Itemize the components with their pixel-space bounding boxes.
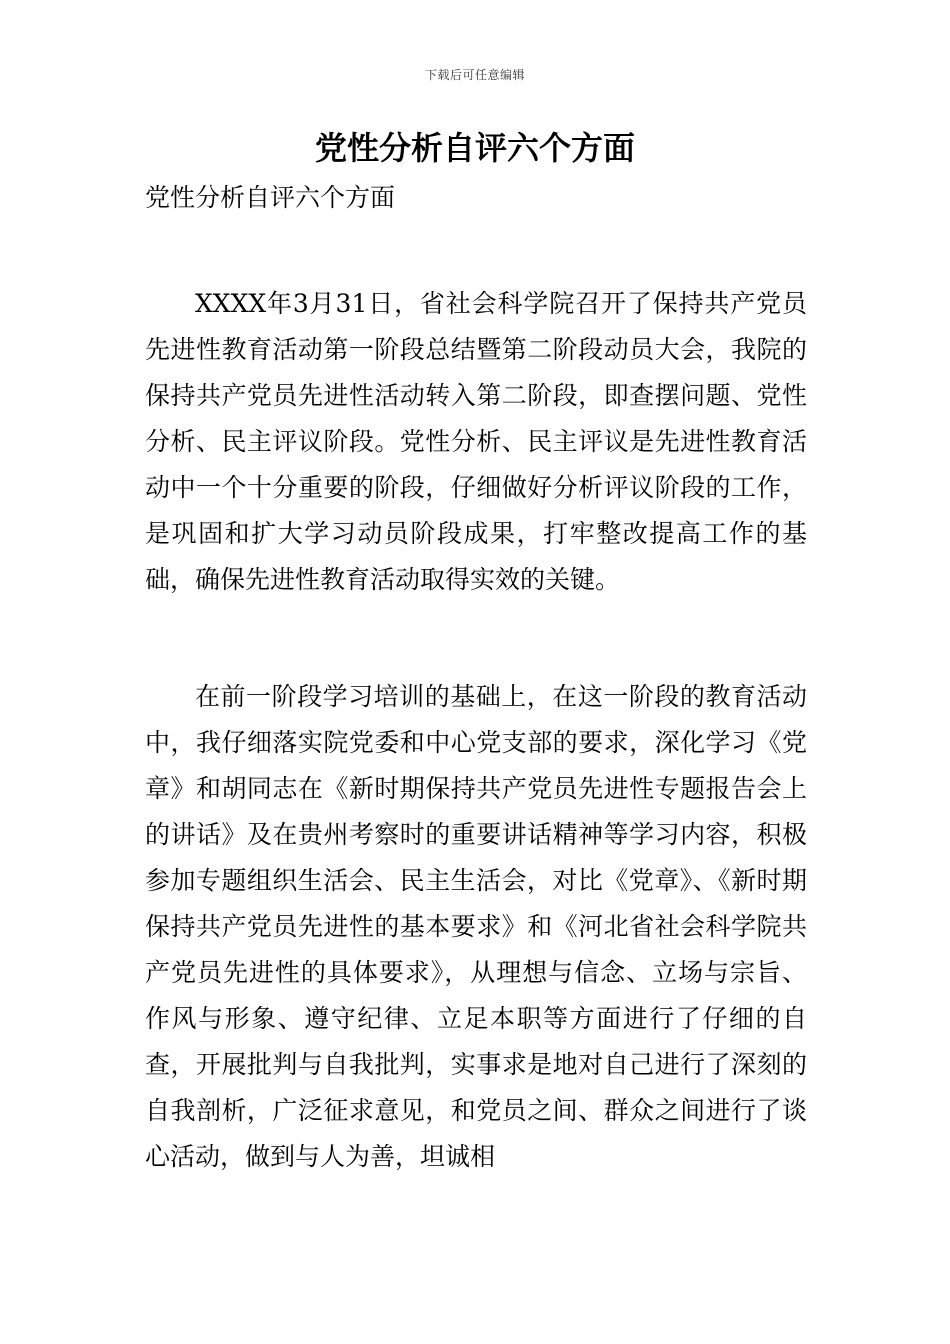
header-note: 下载后可任意编辑 xyxy=(424,68,525,82)
document-title: 党性分析自评六个方面 xyxy=(314,129,635,167)
body-paragraph-1: XXXX年3月31日，省社会科学院召开了保持共产党员先进性教育活动第一阶段总结暨第二阶段动员大会，我院的保持共产党员先进性活动转入第二阶段，即查摆问题、党性分析、民主评议阶段。党性分析、民主评议是先进性教育活动中一个十分重要的阶段，仔细做好分析评议阶段的工作，是巩固和扩大学习动员阶段成果，打牢整改提高工作的基础，确保先进性教育活动取得实效的关键。 xyxy=(145,289,807,594)
body-paragraph-2: 在前一阶段学习培训的基础上，在这一阶段的教育活动中，我仔细落实院党委和中心党支部的要求，深化学习《党章》和胡同志在《新时期保持共产党员先进性专题报告会上的讲话》及在贵州考察时的重要讲话精神等学习内容，积极参加专题组织生活会、民主生活会，对比《党章》、《新时期保持共产党员先进性的基本要求》和《河北省社会科学院共产党员先进性的具体要求》，从理想与信念、立场与宗旨、作风与形象、遵守纪律、立足本职等方面进行了仔细的自查，开展批判与自我批判，实事求是地对自己进行了深刻的自我剖析，广泛征求意见，和党员之间、群众之间进行了谈心活动，做到与人为善，坦诚相 xyxy=(145,682,807,1171)
document-subtitle: 党性分析自评六个方面 xyxy=(145,183,396,212)
